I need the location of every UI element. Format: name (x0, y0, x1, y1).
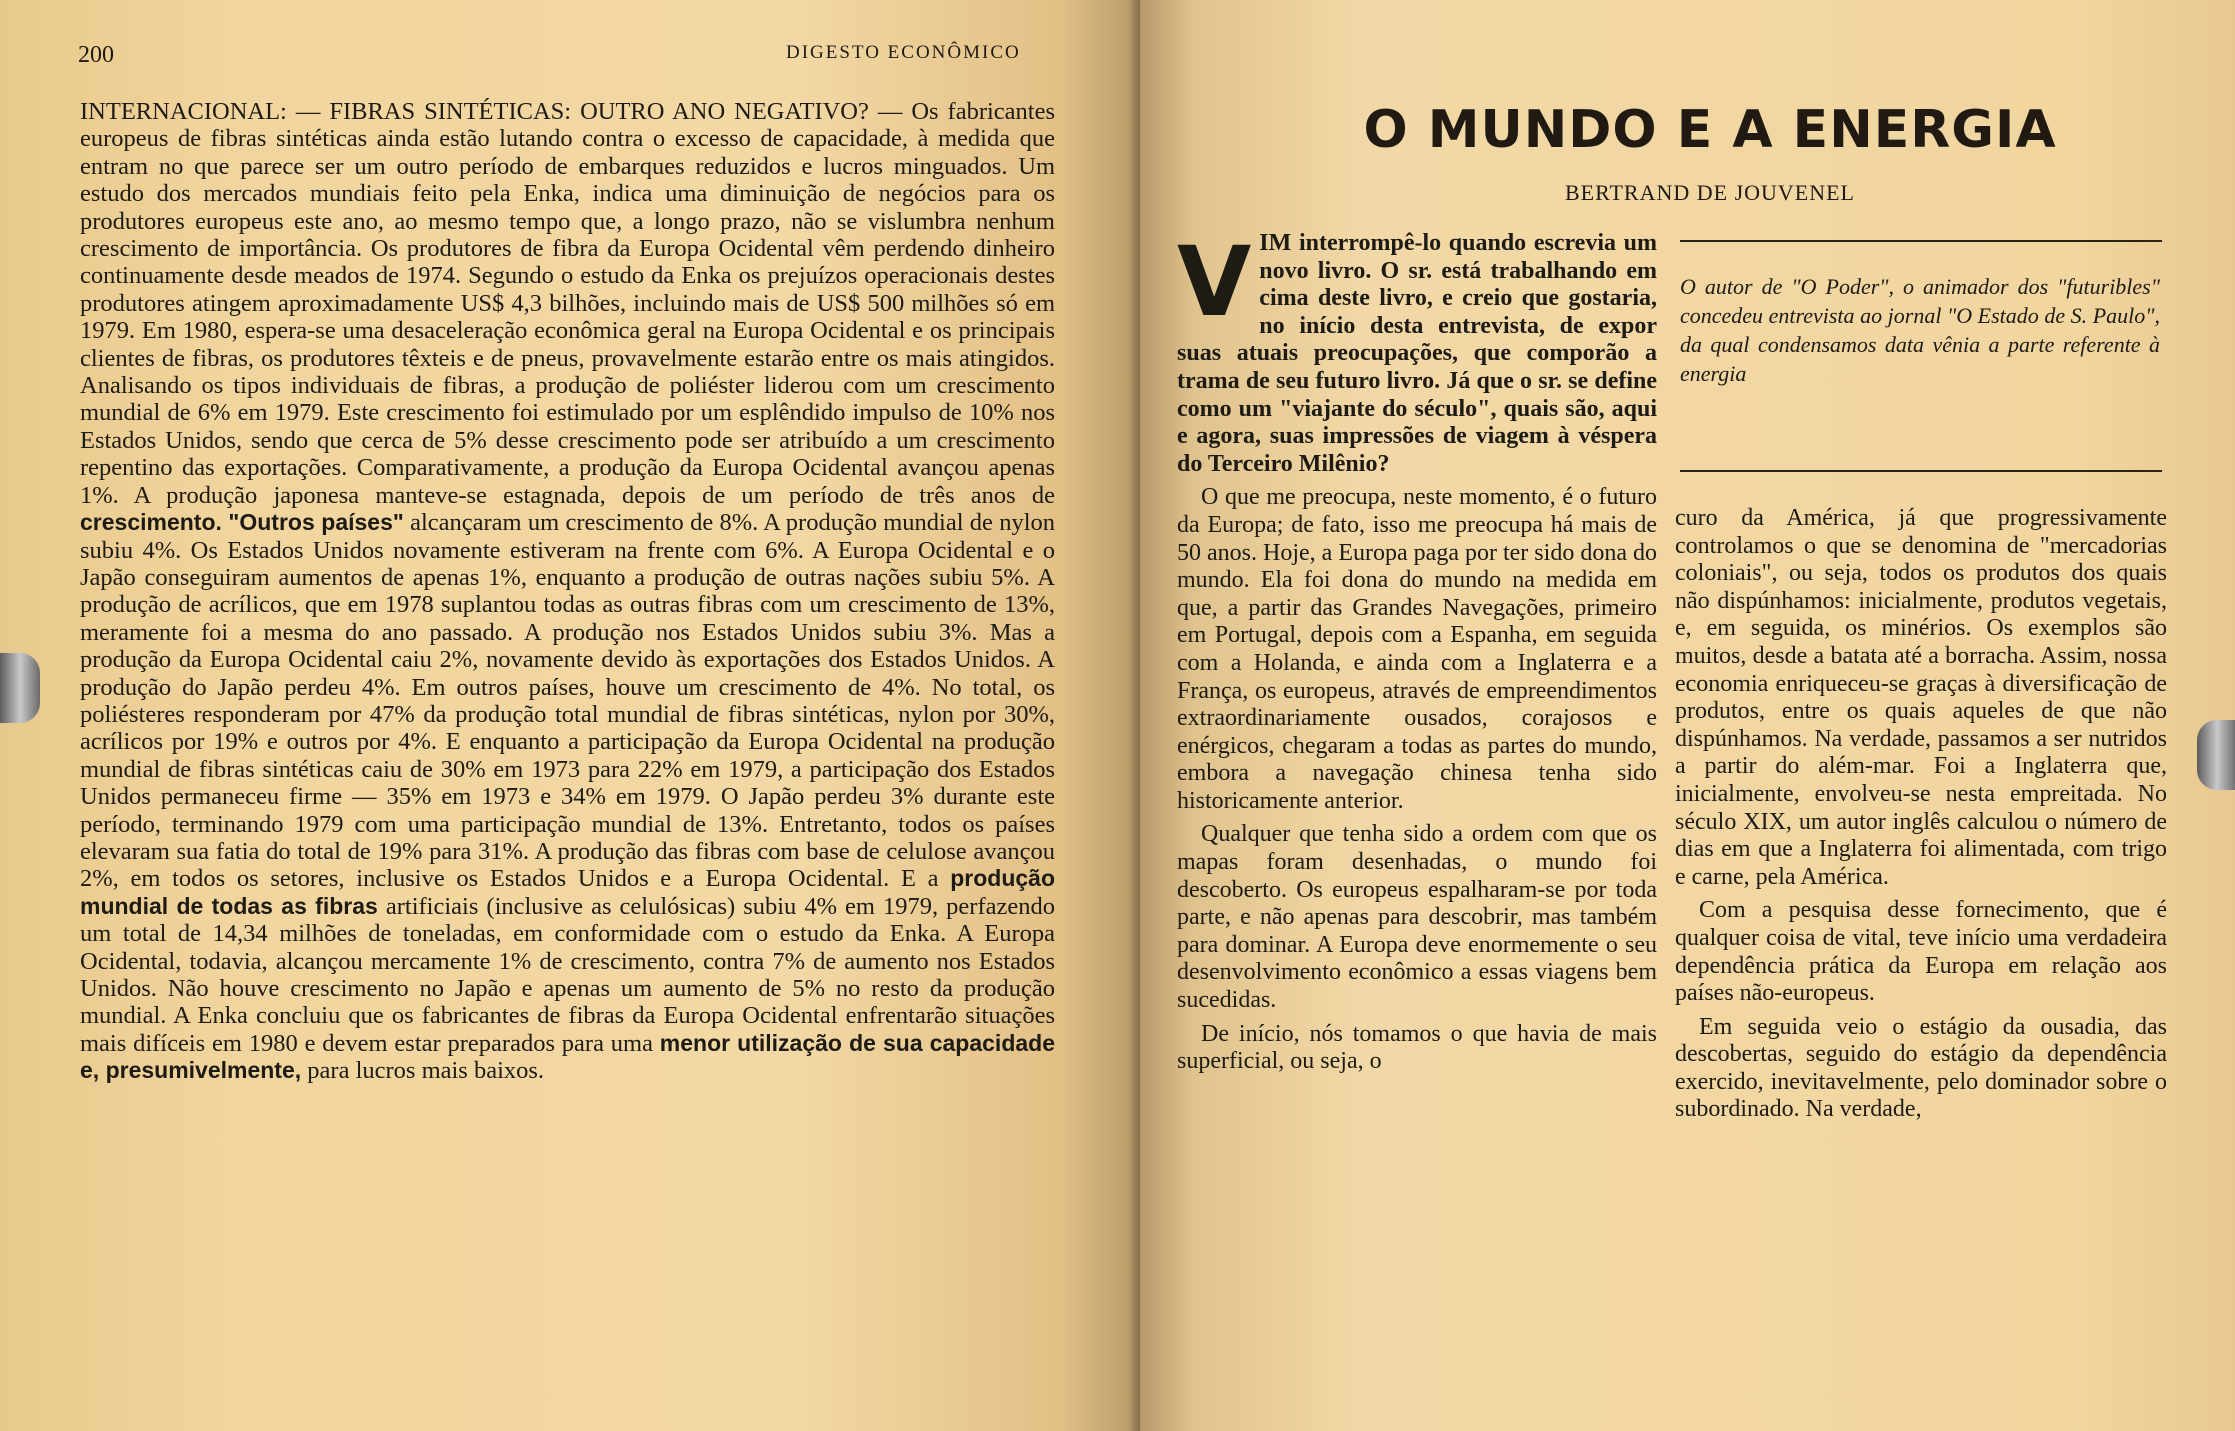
bold-segment: menor utilização de sua capacidade e, presumivelmente, (80, 1029, 1056, 1084)
paragraph: Qualquer que tenha sido a ordem com que os mapas foram desenhadas, o mundo foi descoberto. Os europeus espalharam-se por toda parte, e não apenas para descobrir, mas também para dominar. A Europa deve enormemente o seu desenvolvimento econômico a essas viagens bem sucedidas. (1177, 821, 1657, 1014)
paragraph: curo da América, já que progressivamente controlamos o que se denomina de "mercadorias coloniais", ou seja, todos os produtos dos quais não dispúnhamos: inicialmente, produtos vegetais, e, em seguida, os minérios. Os exemplos são muitos, desde a batata até a borracha. Assim, nossa economia enriqueceu-se graças à diversificação de produtos, entre os quais aqueles de que não dispúnhamos. Na verdade, passamos a ser nutridos a partir do além-mar. Foi a Inglaterra que, inicialmente, envolveu-se nesta empreitada. No século XIX, um autor inglês calculou o número de dias em que a Inglaterra foi alimentada, com trigo e carne, pela América. (1675, 505, 2167, 890)
abstract-rule-top (1680, 240, 2162, 242)
paragraph: Com a pesquisa desse fornecimento, que é qualquer coisa de vital, teve início uma verdadeira dependência prática da Europa em relação aos países não-europeus. (1675, 897, 2167, 1007)
opening-text: IM interrompê-lo quando escrevia um novo livro. O sr. está trabalhando em cima deste livro, e creio que gostaria, no início desta entrevista, de expor suas atuais preocupações, que comporão a trama de seu futuro livro. Já que o sr. se define como um "viajante do século", quais são, aqui e agora, suas impressões de viagem à véspera do Terceiro Milênio? (1177, 230, 1657, 477)
text-segment: INTERNACIONAL: — FIBRAS SINTÉTICAS: OUTRO ANO NEGATIVO? — Os fabricantes europeus de fibras sintéticas ainda estão lutando contra o excesso de capacidade, à medida que entram no que parece ser um outro período de embarques reduzidos e lucros minguados. Um estudo dos mercados mundiais feito pela Enka, indica uma diminuição de negócios para os produtores europeus este ano, ao mesmo tempo que, a longo prazo, não se vislumbra nenhum crescimento de importância. Os produtores de fibra da Europa Ocidental vêm perdendo dinheiro continuamente desde meados de 1974. Segundo o estudo da Enka os prejuízos operacionais destes produtores atingem aproximadamente US$ 4,3 bilhões, incluindo mais de US$ 500 milhões só em 1979. Em 1980, espera-se uma desaceleração econômica geral na Europa Ocidental e os principais clientes de fibras, os produtores têxteis e de pneus, provavelmente estarão entre os mais atingidos. Analisando os tipos individuais de fibras, a produção de poliéster liderou com um crescimento mundial de 6% em 1979. Este crescimento foi estimulado por um esplêndido impulso de 10% nos Estados Unidos, sendo que cerca de 5% desse crescimento pode ser atribuído a um crescimento repentino das exportações. Comparativamente, a produção da Europa Ocidental avançou apenas 1%. A produção japonesa manteve-se estagnada, depois de um período de três anos de (80, 98, 1055, 509)
news-item-fibras (80, 98, 1055, 1085)
article-author: BERTRAND DE JOUVENEL (1565, 180, 1855, 205)
article-column-2 (1675, 505, 2167, 1130)
paragraph: De início, nós tomamos o que havia de mais superficial, ou seja, o (1177, 1020, 1657, 1075)
right-page (1140, 0, 2235, 1431)
abstract-rule-bottom (1680, 470, 2162, 472)
bold-segment: produção mundial de todas as fibras (80, 865, 1055, 919)
text-segment: artificiais (inclusive as celulósicas) subiu 4% em 1979, perfazendo um total de 14,34 milhões de toneladas, em conformidade com o estudo da Enka. A Europa Ocidental, todavia, alcançou mercamente 1% de crescimento, contra 7% de aumento nos Estados Unidos. Não houve crescimento no Japão e apenas um aumento de 5% no resto da produção mundial. A Enka concluiu que os fabricantes de fibras da Europa Ocidental enfrentarão situações mais difíceis em 1980 e devem estar preparados para uma (80, 892, 1055, 1057)
bold-segment: crescimento. "Outros países" (80, 509, 404, 536)
text-segment: para lucros mais baixos. (301, 1057, 545, 1085)
opening-question (1177, 226, 1657, 478)
binder-clip-left (0, 653, 40, 723)
drop-cap: V (1177, 226, 1252, 338)
article-column-1 (1177, 226, 1657, 1082)
text-segment: alcançaram um crescimento de 8%. A produção mundial de nylon subiu 4%. Os Estados Unidos novamente estiveram na frente com 6%. A Europa Ocidental e o Japão conseguiram aumentos de apenas 1%, enquanto a produção de outras nações subiu 5%. A produção de acrílicos, que em 1978 suplantou todas as outras fibras com um crescimento de 13%, meramente foi a mesma do ano passado. A produção nos Estados Unidos subiu 3%. Mas a produção da Europa Ocidental caiu 2%, novamente devido às exportações dos Estados Unidos. A produção do Japão perdeu 4%. Em outros países, houve um crescimento de 4%. No total, os poliésteres responderam por 47% da produção total mundial de fibras sintéticas, nylon por 30%, acrílicos por 19% e outros por 4%. E enquanto a participação da Europa Ocidental na produção mundial de fibras sintéticas caiu de 30% em 1973 para 22% em 1979, a participação dos Estados Unidos permaneceu firme — 35% em 1973 e 34% em 1979. O Japão perdeu 3% durante este período, terminando 1979 com uma participação mundial de 13%. Entretanto, todos os países elevaram sua fatia do total de 19% para 31%. A produção das fibras com base de celulose avançou 2%, em todos os setores, inclusive os Estados Unidos e a Europa Ocidental. E a (80, 509, 1056, 893)
article-title: O MUNDO E A ENERGIA (1363, 100, 2057, 160)
running-head: DIGESTO ECONÔMICO (786, 42, 1021, 63)
article-abstract: O autor de "O Poder", o animador dos "futuribles" concedeu entrevista ao jornal "O Estado de S. Paulo", da qual condensamos data vênia a parte referente à energia (1680, 274, 2160, 386)
paragraph: Em seguida veio o estágio da ousadia, das descobertas, seguido do estágio da dependência exercido, inevitavelmente, pelo dominador sobre o subordinado. Na verdade, (1675, 1013, 2167, 1123)
page-number: 200 (78, 42, 114, 68)
paragraph: O que me preocupa, neste momento, é o futuro da Europa; de fato, isso me preocupa há mais de 50 anos. Hoje, a Europa paga por ter sido dona do mundo. Ela foi dona do mundo na medida em que, a partir das Grandes Navegações, primeiro em Portugal, depois com a Espanha, em seguida com a Holanda, e ainda com a Inglaterra e a França, os europeus, através de empreendimentos extraordinariamente ousados, corajosos e enérgicos, chegaram a todas as partes do mundo, embora a navegação chinesa tenha sido historicamente anterior. (1177, 484, 1657, 814)
binder-clip-right (2197, 720, 2235, 790)
